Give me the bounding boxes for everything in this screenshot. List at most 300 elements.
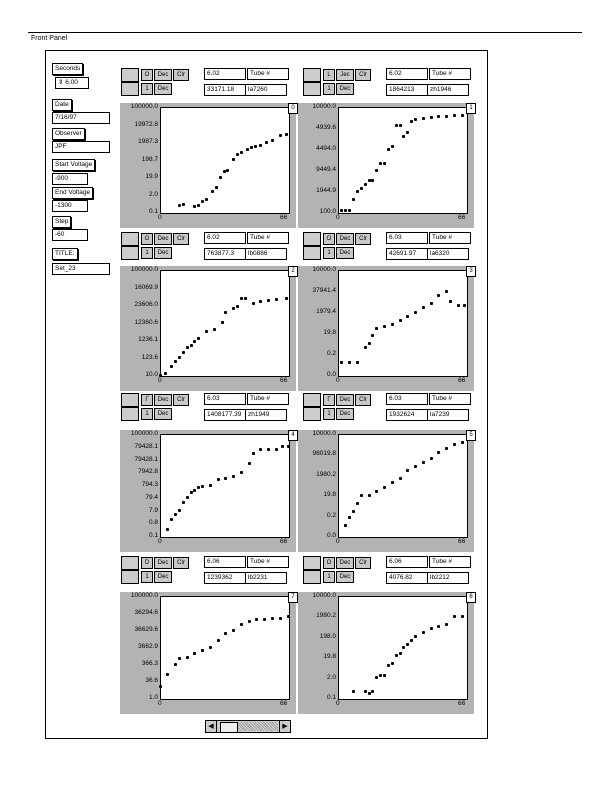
y-mode-button[interactable]: 1 bbox=[323, 408, 335, 420]
format-button[interactable]: Dec bbox=[336, 233, 354, 245]
data-point bbox=[265, 141, 268, 144]
data-point bbox=[186, 656, 189, 659]
cursor-tool-icon[interactable] bbox=[121, 556, 139, 570]
graph-panel bbox=[120, 430, 296, 552]
data-point bbox=[182, 351, 185, 354]
x-tick-label: 66 bbox=[458, 700, 466, 707]
y-tick-label: 10000.0 bbox=[312, 266, 336, 273]
y-tick-label: 1.0 bbox=[148, 694, 158, 701]
y-mode-button[interactable]: 1 bbox=[323, 571, 335, 583]
data-point bbox=[360, 187, 363, 190]
clear-button[interactable]: Clr bbox=[173, 69, 189, 81]
tube-label: Tube # bbox=[247, 68, 289, 80]
cursor-tool-icon[interactable] bbox=[121, 393, 139, 407]
tube-id-field[interactable]: lb2231 bbox=[245, 572, 287, 584]
y-mode-button[interactable]: 1 bbox=[141, 571, 153, 583]
plot-area[interactable] bbox=[160, 596, 290, 700]
format-button[interactable]: Dec bbox=[154, 557, 172, 569]
x-tick-label: 0 bbox=[158, 377, 162, 384]
data-point bbox=[159, 374, 162, 377]
zoom-tool-icon[interactable] bbox=[121, 82, 139, 96]
data-point bbox=[430, 302, 433, 305]
x-mode-button[interactable]: O bbox=[323, 557, 335, 569]
count-value[interactable]: 1932624 bbox=[386, 409, 430, 421]
data-point bbox=[437, 451, 440, 454]
start-voltage-label: Start Voltage bbox=[52, 159, 95, 171]
window-title: Front Panel bbox=[31, 35, 68, 42]
format-button[interactable]: Dec bbox=[336, 557, 354, 569]
clear-button[interactable]: Clr bbox=[173, 557, 189, 569]
scroll-right-icon[interactable]: ▶ bbox=[279, 721, 290, 732]
data-point bbox=[387, 664, 390, 667]
y-tick-label: 366.3 bbox=[141, 660, 158, 667]
data-point bbox=[430, 627, 433, 630]
y-mode-button[interactable]: 1 bbox=[141, 408, 153, 420]
cursor-tool-icon[interactable] bbox=[303, 68, 321, 82]
plot-area[interactable] bbox=[338, 107, 468, 214]
data-point bbox=[279, 134, 282, 137]
y-format-button[interactable]: Dec bbox=[336, 408, 354, 420]
data-point bbox=[279, 617, 282, 620]
data-point bbox=[275, 448, 278, 451]
zoom-tool-icon[interactable] bbox=[121, 570, 139, 584]
data-point bbox=[422, 117, 425, 120]
y-tick-label: 2.0 bbox=[148, 190, 158, 198]
plot-area[interactable] bbox=[338, 434, 468, 538]
data-point bbox=[352, 198, 355, 201]
y-tick-label: 12360.6 bbox=[134, 318, 158, 326]
data-point bbox=[445, 115, 448, 118]
clear-button[interactable]: Clr bbox=[355, 557, 371, 569]
count-value[interactable]: 1408177.39 bbox=[204, 409, 248, 421]
data-point bbox=[215, 186, 218, 189]
data-point bbox=[422, 631, 425, 634]
data-point bbox=[391, 323, 394, 326]
time-value[interactable]: 6.03 bbox=[386, 232, 428, 244]
data-point bbox=[399, 124, 402, 127]
title-field[interactable]: Set_23 bbox=[52, 263, 110, 275]
end-voltage-field[interactable]: -1300 bbox=[52, 200, 88, 212]
x-mode-button[interactable]: O bbox=[141, 233, 153, 245]
y-tick-label: 0.8 bbox=[148, 519, 158, 527]
tube-label: Tube # bbox=[429, 68, 471, 80]
tube-label: Tube # bbox=[429, 232, 471, 244]
data-point bbox=[356, 190, 359, 193]
y-tick-label: 36294.6 bbox=[134, 609, 158, 616]
data-point bbox=[375, 169, 378, 172]
y-tick-label: 37941.4 bbox=[312, 287, 336, 294]
data-point bbox=[201, 200, 204, 203]
data-point bbox=[285, 297, 288, 300]
count-value[interactable]: 42691.97 bbox=[386, 248, 430, 260]
y-tick-label: 19972.8 bbox=[134, 120, 158, 128]
x-tick-label: 66 bbox=[458, 214, 466, 221]
graph-panel bbox=[298, 592, 474, 714]
x-tick-label: 66 bbox=[280, 377, 288, 384]
data-point bbox=[174, 513, 177, 516]
data-point bbox=[285, 133, 288, 136]
cursor-tool-icon[interactable] bbox=[303, 556, 321, 570]
y-format-button[interactable]: Dec bbox=[336, 83, 354, 95]
data-point bbox=[221, 321, 224, 324]
data-point bbox=[395, 124, 398, 127]
x-tick-label: 0 bbox=[158, 538, 162, 545]
data-point bbox=[178, 356, 181, 359]
y-format-button[interactable]: Dec bbox=[154, 247, 172, 259]
data-point bbox=[422, 306, 425, 309]
x-tick-label: 66 bbox=[280, 538, 288, 545]
format-button[interactable]: Dec bbox=[154, 233, 172, 245]
data-point bbox=[348, 516, 351, 519]
count-value[interactable]: 1864213 bbox=[386, 84, 430, 96]
tube-id-field[interactable]: zh1949 bbox=[245, 409, 287, 421]
y-mode-button[interactable]: 1 bbox=[323, 247, 335, 259]
observer-field[interactable]: JPF bbox=[52, 141, 110, 153]
graph-panel bbox=[298, 266, 474, 391]
plot-number: 1 bbox=[466, 103, 476, 114]
data-point bbox=[240, 151, 243, 154]
graph-panel bbox=[298, 430, 474, 552]
top-rule bbox=[28, 32, 582, 33]
y-tick-label: 0.1 bbox=[148, 208, 158, 215]
y-tick-label: 100000.0 bbox=[130, 103, 158, 110]
data-point bbox=[445, 290, 448, 293]
time-value[interactable]: 6.03 bbox=[386, 393, 428, 405]
data-point bbox=[383, 486, 386, 489]
zoom-tool-icon[interactable] bbox=[121, 246, 139, 260]
data-point bbox=[391, 662, 394, 665]
data-point bbox=[259, 448, 262, 451]
y-tick-label: 10.0 bbox=[145, 371, 158, 378]
tube-label: Tube # bbox=[247, 393, 289, 405]
date-field[interactable]: 7/16/97 bbox=[52, 112, 110, 124]
data-point bbox=[164, 372, 167, 375]
data-point bbox=[368, 342, 371, 345]
tube-label: Tube # bbox=[247, 232, 289, 244]
data-point bbox=[219, 176, 222, 179]
y-tick-label: 1236.1 bbox=[138, 336, 158, 343]
data-point bbox=[406, 131, 409, 134]
data-point bbox=[399, 477, 402, 480]
clear-button[interactable]: Clr bbox=[173, 394, 189, 406]
x-mode-button[interactable]: L bbox=[323, 69, 335, 81]
tube-id-field[interactable]: zh1946 bbox=[427, 84, 469, 96]
x-tick-label: 0 bbox=[158, 214, 162, 221]
cursor-tool-icon[interactable] bbox=[121, 232, 139, 246]
data-point bbox=[281, 445, 284, 448]
data-point bbox=[461, 441, 464, 444]
data-point bbox=[182, 203, 185, 206]
tube-id-field[interactable]: la7239 bbox=[427, 409, 469, 421]
seconds-input[interactable] bbox=[55, 77, 89, 89]
data-point bbox=[356, 502, 359, 505]
y-tick-label: 794.3 bbox=[141, 481, 158, 488]
y-format-button[interactable]: Dec bbox=[336, 247, 354, 259]
y-tick-label: 0.2 bbox=[326, 511, 336, 519]
x-tick-label: 66 bbox=[458, 538, 466, 545]
graph-panel bbox=[120, 592, 296, 714]
format-button[interactable]: Dec bbox=[154, 394, 172, 406]
data-point bbox=[193, 489, 196, 492]
y-tick-label: 198.7 bbox=[141, 155, 158, 163]
data-point bbox=[166, 673, 169, 676]
data-point bbox=[224, 311, 227, 314]
data-point bbox=[387, 148, 390, 151]
date-label: Date bbox=[52, 99, 72, 111]
x-mode-button[interactable]: O bbox=[323, 233, 335, 245]
data-point bbox=[244, 297, 247, 300]
y-tick-label: 23606.0 bbox=[134, 301, 158, 308]
data-point bbox=[174, 663, 177, 666]
data-point bbox=[352, 510, 355, 513]
data-point bbox=[174, 360, 177, 363]
y-tick-label: 19.8 bbox=[323, 653, 336, 661]
x-mode-button[interactable]: Γ bbox=[141, 394, 153, 406]
plot-number: 4 bbox=[288, 430, 298, 441]
y-tick-label: 19.8 bbox=[323, 491, 336, 499]
clear-button[interactable]: Clr bbox=[355, 394, 371, 406]
data-point bbox=[430, 457, 433, 460]
time-value[interactable]: 6.06 bbox=[204, 556, 246, 568]
x-tick-label: 66 bbox=[280, 700, 288, 707]
y-tick-label: 0.2 bbox=[326, 350, 336, 357]
y-format-button[interactable]: Dec bbox=[154, 83, 172, 95]
tube-id-field[interactable]: la7260 bbox=[245, 84, 287, 96]
x-tick-label: 0 bbox=[158, 700, 162, 707]
y-mode-button[interactable]: 1 bbox=[141, 83, 153, 95]
zoom-tool-icon[interactable] bbox=[303, 407, 321, 421]
data-point bbox=[356, 361, 359, 364]
tube-label: Tube # bbox=[247, 556, 289, 568]
data-point bbox=[391, 145, 394, 148]
data-point bbox=[406, 315, 409, 318]
data-point bbox=[201, 649, 204, 652]
y-tick-label: 0.0 bbox=[326, 532, 336, 539]
data-point bbox=[170, 365, 173, 368]
y-tick-label: 19.8 bbox=[323, 329, 336, 336]
data-point bbox=[437, 294, 440, 297]
zoom-tool-icon[interactable] bbox=[303, 246, 321, 260]
plot-number: 3 bbox=[466, 266, 476, 277]
y-tick-label: 10000.0 bbox=[312, 103, 336, 110]
data-point bbox=[271, 139, 274, 142]
observer-label: Observer bbox=[52, 128, 85, 140]
time-value[interactable]: 6.03 bbox=[204, 393, 246, 405]
data-point bbox=[395, 654, 398, 657]
data-point bbox=[379, 674, 382, 677]
y-tick-label: 79.4 bbox=[145, 493, 158, 501]
zoom-tool-icon[interactable] bbox=[303, 82, 321, 96]
y-tick-label: 1980.2 bbox=[316, 612, 336, 620]
format-button[interactable]: Dec bbox=[336, 394, 354, 406]
x-mode-button[interactable]: Γ bbox=[323, 394, 335, 406]
data-point bbox=[368, 494, 371, 497]
data-point bbox=[360, 494, 363, 497]
horizontal-scrollbar[interactable] bbox=[205, 720, 291, 733]
data-point bbox=[348, 361, 351, 364]
data-point bbox=[271, 617, 274, 620]
plot-number: 5 bbox=[466, 430, 476, 441]
data-point bbox=[463, 304, 466, 307]
seconds-stepper-icon[interactable]: ⇕ bbox=[58, 79, 64, 86]
data-point bbox=[209, 484, 212, 487]
data-point bbox=[453, 615, 456, 618]
data-point bbox=[159, 685, 162, 688]
x-mode-button[interactable]: D bbox=[141, 557, 153, 569]
y-tick-label: 1944.9 bbox=[316, 187, 336, 194]
count-value[interactable]: 1239362 bbox=[204, 572, 248, 584]
data-point bbox=[240, 297, 243, 300]
data-point bbox=[201, 485, 204, 488]
data-point bbox=[186, 496, 189, 499]
count-value[interactable]: 33171.18 bbox=[204, 84, 248, 96]
data-point bbox=[422, 461, 425, 464]
data-point bbox=[186, 346, 189, 349]
data-point bbox=[209, 646, 212, 649]
data-point bbox=[414, 465, 417, 468]
data-point bbox=[371, 334, 374, 337]
cursor-tool-icon[interactable] bbox=[303, 393, 321, 407]
y-tick-label: 0.1 bbox=[148, 532, 158, 539]
data-point bbox=[232, 158, 235, 161]
y-tick-label: 79428.1 bbox=[134, 442, 158, 450]
tube-id-field[interactable]: la6320 bbox=[427, 248, 469, 260]
data-point bbox=[364, 183, 367, 186]
plot-number: 7 bbox=[288, 592, 298, 603]
y-tick-label: 123.6 bbox=[141, 353, 158, 361]
format-button[interactable]: Dec bbox=[154, 69, 172, 81]
data-point bbox=[402, 646, 405, 649]
data-point bbox=[364, 346, 367, 349]
time-value[interactable]: 6.02 bbox=[204, 232, 246, 244]
data-point bbox=[240, 471, 243, 474]
data-point bbox=[368, 179, 371, 182]
data-point bbox=[267, 299, 270, 302]
data-point bbox=[414, 311, 417, 314]
seconds-label: Seconds bbox=[52, 63, 83, 75]
x-tick-label: 66 bbox=[458, 377, 466, 384]
y-tick-label: 79428.1 bbox=[134, 455, 158, 463]
tube-id-field[interactable]: lb0886 bbox=[245, 248, 287, 260]
data-point bbox=[287, 615, 290, 618]
data-point bbox=[453, 114, 456, 117]
cursor-tool-icon[interactable] bbox=[303, 232, 321, 246]
data-point bbox=[211, 190, 214, 193]
y-tick-label: 3662.9 bbox=[138, 643, 158, 650]
data-point bbox=[254, 145, 257, 148]
data-point bbox=[248, 462, 251, 465]
y-mode-button[interactable]: 1 bbox=[141, 247, 153, 259]
count-value[interactable]: 4076.82 bbox=[386, 572, 430, 584]
clear-button[interactable]: Clr bbox=[355, 233, 371, 245]
time-value[interactable]: 6.06 bbox=[386, 556, 428, 568]
y-tick-label: 98019.8 bbox=[312, 450, 336, 458]
y-tick-label: 1980.2 bbox=[316, 470, 336, 478]
y-tick-label: 198.0 bbox=[319, 632, 336, 640]
clear-button[interactable]: Clr bbox=[355, 69, 371, 81]
tube-label: Tube # bbox=[429, 393, 471, 405]
data-point bbox=[287, 445, 290, 448]
y-tick-label: 4494.0 bbox=[316, 145, 336, 152]
y-format-button[interactable]: Dec bbox=[154, 571, 172, 583]
data-point bbox=[267, 448, 270, 451]
y-tick-label: 36.6 bbox=[145, 677, 158, 684]
zoom-tool-icon[interactable] bbox=[121, 407, 139, 421]
plot-area[interactable] bbox=[160, 107, 290, 214]
format-button[interactable]: Jec bbox=[336, 69, 354, 81]
data-point bbox=[383, 162, 386, 165]
data-point bbox=[190, 344, 193, 347]
y-format-button[interactable]: Dec bbox=[154, 408, 172, 420]
data-point bbox=[217, 478, 220, 481]
data-point bbox=[232, 629, 235, 632]
y-tick-label: 36629.6 bbox=[134, 626, 158, 633]
data-point bbox=[232, 475, 235, 478]
scroll-track[interactable] bbox=[238, 722, 278, 731]
x-mode-button[interactable]: O bbox=[141, 69, 153, 81]
title-label: TITLE: bbox=[52, 248, 78, 260]
data-point bbox=[449, 300, 452, 303]
time-value[interactable]: 6.02 bbox=[386, 68, 428, 80]
data-point bbox=[457, 304, 460, 307]
scroll-thumb[interactable] bbox=[220, 722, 238, 733]
y-tick-label: 1987.3 bbox=[138, 138, 158, 145]
y-tick-label: 16069.9 bbox=[134, 283, 158, 291]
plot-number: 0 bbox=[288, 103, 298, 114]
plot-number: 8 bbox=[466, 592, 476, 603]
start-voltage-field[interactable]: -900 bbox=[52, 173, 88, 185]
data-point bbox=[445, 447, 448, 450]
y-tick-label: 100000.0 bbox=[130, 592, 158, 599]
data-point bbox=[399, 319, 402, 322]
data-point bbox=[383, 325, 386, 328]
count-value[interactable]: 763877.3 bbox=[204, 248, 248, 260]
data-point bbox=[399, 652, 402, 655]
x-tick-label: 0 bbox=[336, 377, 340, 384]
scroll-left-icon[interactable]: ◀ bbox=[206, 721, 217, 732]
y-mode-button[interactable]: 1 bbox=[323, 83, 335, 95]
clear-button[interactable]: Clr bbox=[173, 233, 189, 245]
x-tick-label: 66 bbox=[280, 214, 288, 221]
data-point bbox=[236, 153, 239, 156]
seconds-value: 6.00 bbox=[65, 79, 78, 86]
x-tick-label: 0 bbox=[336, 538, 340, 545]
zoom-tool-icon[interactable] bbox=[303, 570, 321, 584]
data-point bbox=[252, 302, 255, 305]
data-point bbox=[232, 307, 235, 310]
data-point bbox=[383, 674, 386, 677]
data-point bbox=[182, 501, 185, 504]
plot-area[interactable] bbox=[160, 434, 290, 538]
step-field[interactable]: -60 bbox=[52, 229, 88, 241]
y-tick-label: 9449.4 bbox=[316, 166, 336, 173]
data-point bbox=[461, 114, 464, 117]
time-value[interactable]: 6.02 bbox=[204, 68, 246, 80]
y-tick-label: 100000.0 bbox=[130, 430, 158, 437]
plot-area[interactable] bbox=[160, 270, 290, 377]
data-point bbox=[414, 118, 417, 121]
cursor-tool-icon[interactable] bbox=[121, 68, 139, 82]
y-tick-label: 7.9 bbox=[148, 506, 158, 514]
data-point bbox=[453, 443, 456, 446]
data-point bbox=[275, 298, 278, 301]
y-format-button[interactable]: Dec bbox=[336, 571, 354, 583]
data-point bbox=[197, 337, 200, 340]
tube-id-field[interactable]: lb2212 bbox=[427, 572, 469, 584]
data-point bbox=[445, 623, 448, 626]
data-point bbox=[364, 690, 367, 693]
graph-panel bbox=[120, 266, 296, 391]
